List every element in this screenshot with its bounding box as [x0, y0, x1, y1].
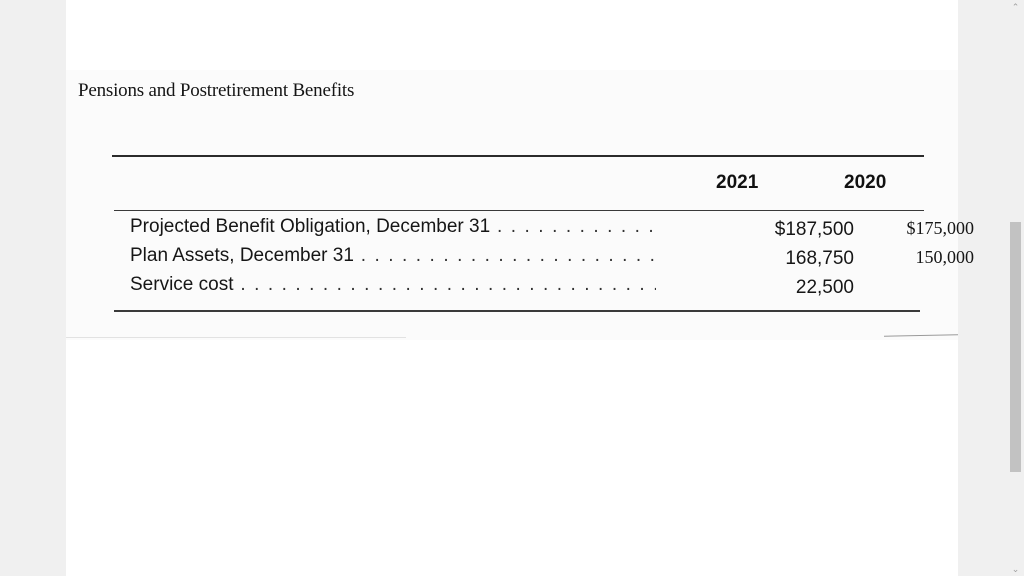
scroll-thumb[interactable]: [1010, 222, 1021, 472]
vertical-scrollbar[interactable]: [1007, 0, 1024, 576]
left-gutter: [0, 0, 66, 576]
column-header-2020: 2020: [844, 172, 887, 193]
row-label: Projected Benefit Obligation, December 31 . . .: [130, 216, 656, 238]
row-label: Plan Assets, December 31 . . .: [130, 245, 656, 267]
table-header-rule: [114, 210, 924, 211]
value-2021: 22,500: [795, 277, 854, 298]
table-row: [130, 216, 974, 244]
table-row: [130, 274, 870, 302]
page-title: Pensions and Postretirement Benefits: [78, 80, 355, 101]
value-2021: $187,500: [774, 219, 854, 240]
value-2021: 168,750: [785, 248, 854, 269]
column-header-2021: 2021: [716, 172, 759, 193]
table-row: [130, 245, 974, 273]
row-label: Service cost . . .: [130, 274, 656, 296]
value-2020: 150,000: [915, 247, 974, 267]
table-bottom-rule: [114, 310, 920, 312]
chevron-down-icon[interactable]: ⌄: [1011, 564, 1020, 574]
scan-edge-line: [66, 337, 406, 338]
value-2020: $175,000: [906, 218, 974, 238]
document-page: [66, 0, 974, 576]
chevron-up-icon[interactable]: ⌃: [1011, 2, 1020, 12]
table-top-rule: [112, 155, 924, 157]
